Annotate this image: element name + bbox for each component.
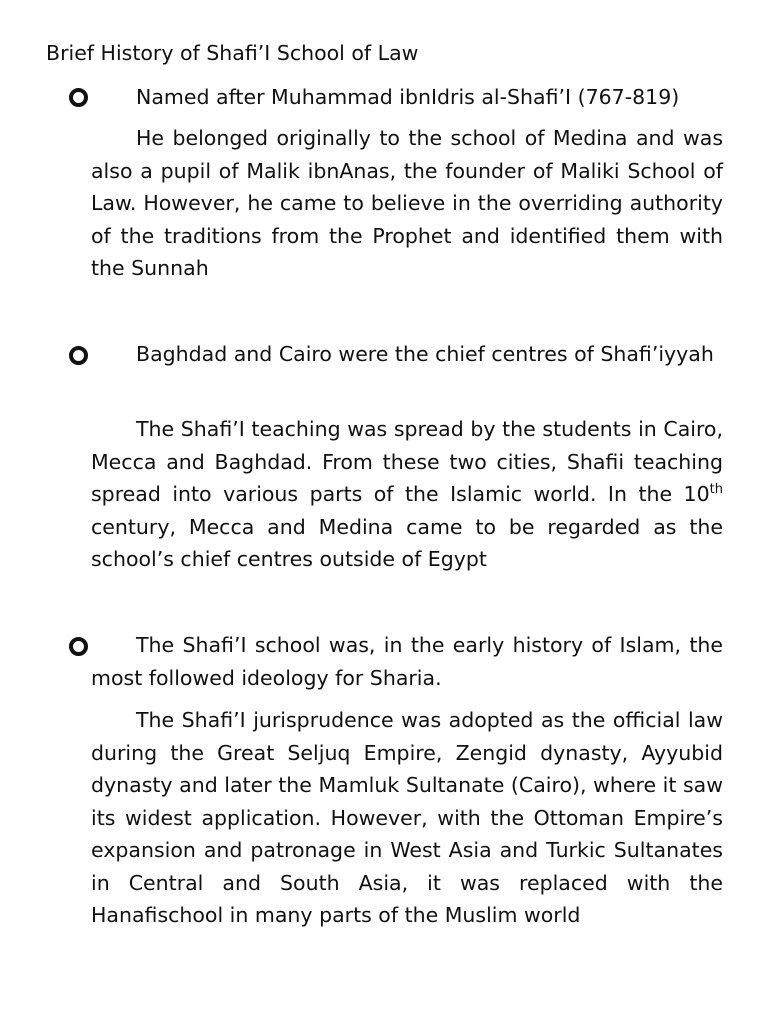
section-2-paragraph-superscript: th — [709, 482, 723, 498]
section-2-paragraph-text-a: The Shafi’I teaching was spread by the students in Cairo, Mecca and Baghdad. From these two cities, Shafii teaching spread into various parts of the Islamic world. In the 10 — [91, 417, 723, 506]
ring-bullet-icon — [69, 346, 88, 365]
document-title: Brief History of Shafi’I School of Law — [46, 41, 419, 65]
section-3-paragraph: The Shafi’I jurisprudence was adopted as the official law during the Great Seljuq Empire, Zengid dynasty, Ayyubid dynasty and later the Mamluk Sultanate (Cairo), where it saw its widest application. However, with the Ottoman Empire’s expansion and patronage in West Asia and Turkic Sultanates in Central and South Asia, it was replaced with the Hanafischool in many parts of the Muslim world — [91, 708, 723, 927]
section-1-paragraph: He belonged originally to the school of Medina and was also a pupil of Malik ibnAnas, the founder of Maliki School of Law. However, he came to believe in the overriding authority of the traditions from the Prophet and identified them with the Sunnah — [91, 126, 723, 280]
ring-bullet-icon — [69, 88, 88, 107]
section-3-heading: The Shafi’I school was, in the early history of Islam, the most followed ideology for Sharia. — [91, 633, 723, 690]
section-2-paragraph-text-b: century, Mecca and Medina came to be regarded as the school’s chief centres outside of Egypt — [91, 514, 723, 571]
section-2-paragraph — [91, 413, 723, 576]
section-1-heading: Named after Muhammad ibnIdris al-Shafi’I (767-819) — [136, 85, 680, 109]
section-2-heading: Baghdad and Cairo were the chief centres of Shafi’iyyah — [136, 342, 714, 366]
ring-bullet-icon — [69, 637, 88, 656]
